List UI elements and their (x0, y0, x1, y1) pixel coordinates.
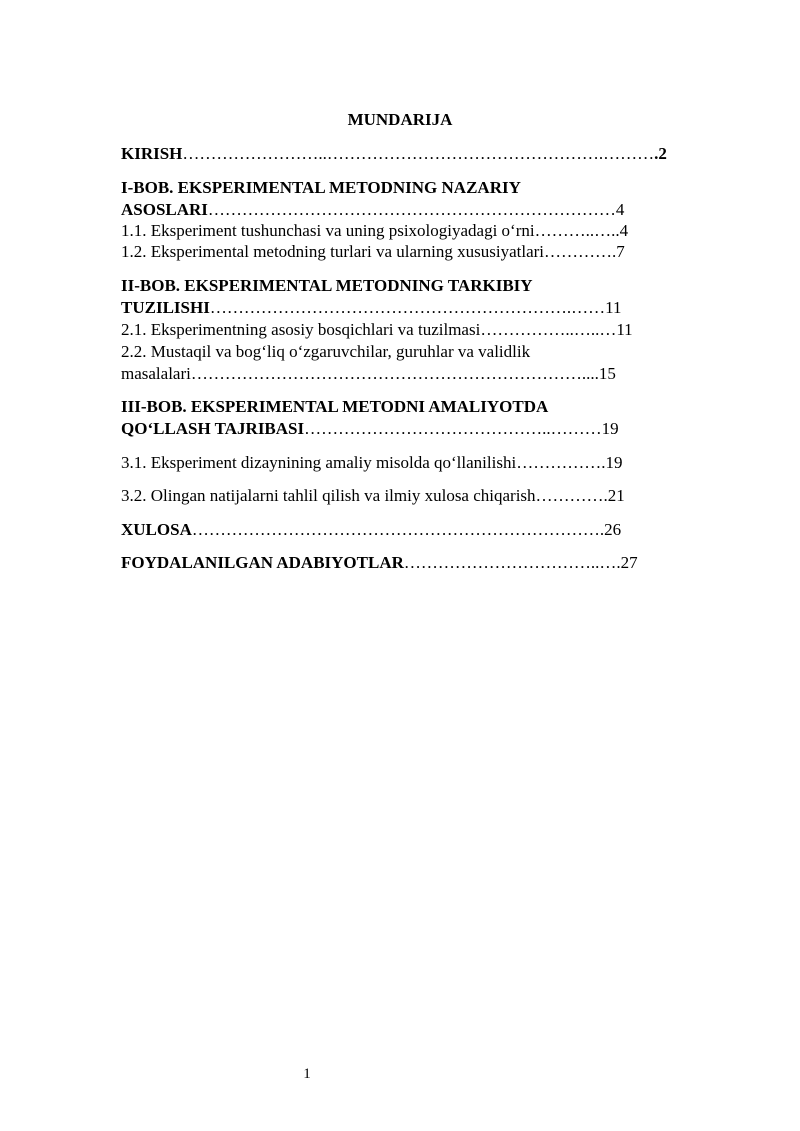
toc-page: .2 (654, 144, 667, 163)
toc-chapter-3-entry (121, 419, 619, 439)
toc-chapter-2-entry (121, 298, 621, 318)
toc-leader: ……………..…..… (480, 320, 617, 339)
toc-leader: ……………………………………………………………… (207, 200, 616, 219)
toc-section-2-2-line1: 2.2. Mustaqil va bog‘liq o‘zgaruvchilar, guruhlar va validlik (121, 342, 531, 361)
toc-label: KIRISH (121, 144, 183, 163)
toc-leader: ……………………..………………………………………….……… (182, 144, 655, 163)
toc-leader: ……………………………………………………….…… (209, 298, 606, 317)
toc-label: ASOSLARI (121, 200, 208, 219)
page-title: MUNDARIJA (347, 110, 453, 129)
toc-label: TUZILISHI (121, 298, 210, 317)
toc-entry-xulosa (121, 520, 621, 540)
toc-page: 4 (615, 200, 625, 219)
toc-page: 21 (607, 486, 625, 505)
toc-page: 11 (605, 298, 622, 317)
toc-section-3-1 (121, 453, 622, 473)
toc-leader: ……………. (516, 453, 606, 472)
toc-label: 3.2. Olingan natijalarni tahlil qilish va ilmiy xulosa chiqarish (121, 486, 536, 505)
toc-label: 1.1. Eksperiment tushunchasi va uning psixologiyadagi o‘rni (121, 221, 535, 240)
toc-entry-adabiyotlar (121, 553, 638, 573)
toc-label: 2.1. Eksperimentning asosiy bosqichlari va tuzilmasi (121, 320, 481, 339)
toc-page: 4 (619, 221, 629, 240)
toc-chapter-1-title: I-BOB. EKSPERIMENTAL METODNING NAZARIY (121, 178, 521, 197)
toc-page: .7 (612, 242, 625, 261)
toc-label: QO‘LLASH TAJRIBASI (121, 419, 305, 438)
toc-section-3-2 (121, 486, 625, 506)
page-number: 1 (303, 1066, 311, 1082)
toc-chapter-3-title: III-BOB. EKSPERIMENTAL METODNI AMALIYOTDA (121, 397, 549, 416)
toc-leader: …………. (535, 486, 608, 505)
toc-section-1-2 (121, 242, 625, 262)
toc-leader: ……………………………………..……… (304, 419, 602, 438)
toc-page: 19 (605, 453, 623, 472)
toc-label: masalalari (121, 364, 191, 383)
toc-leader: ……………………………………………………………… (191, 520, 600, 539)
toc-section-2-2-line2 (121, 364, 616, 384)
toc-section-2-1 (121, 320, 633, 340)
toc-label: 3.1. Eksperiment dizaynining amaliy misolda qo‘llanilishi (121, 453, 517, 472)
toc-leader: ………..….. (534, 221, 620, 240)
toc-page: .26 (599, 520, 622, 539)
toc-label: XULOSA (121, 520, 192, 539)
toc-page: 11 (616, 320, 633, 339)
toc-entry-kirish (121, 144, 667, 164)
toc-leader: ……………………………………………………………... (190, 364, 595, 383)
toc-leader: ……………………………..… (403, 553, 617, 572)
toc-label: FOYDALANILGAN ADABIYOTLAR (121, 553, 404, 572)
toc-page: 19 (601, 419, 619, 438)
toc-page: .15 (594, 364, 616, 383)
toc-leader: ………… (544, 242, 613, 261)
toc-label: 1.2. Eksperimental metodning turlari va ularning xususiyatlari (121, 242, 545, 261)
toc-chapter-1-entry (121, 200, 624, 220)
toc-chapter-2-title: II-BOB. EKSPERIMENTAL METODNING TARKIBIY (121, 276, 533, 295)
toc-page: .27 (616, 553, 638, 572)
toc-section-1-1 (121, 221, 628, 241)
